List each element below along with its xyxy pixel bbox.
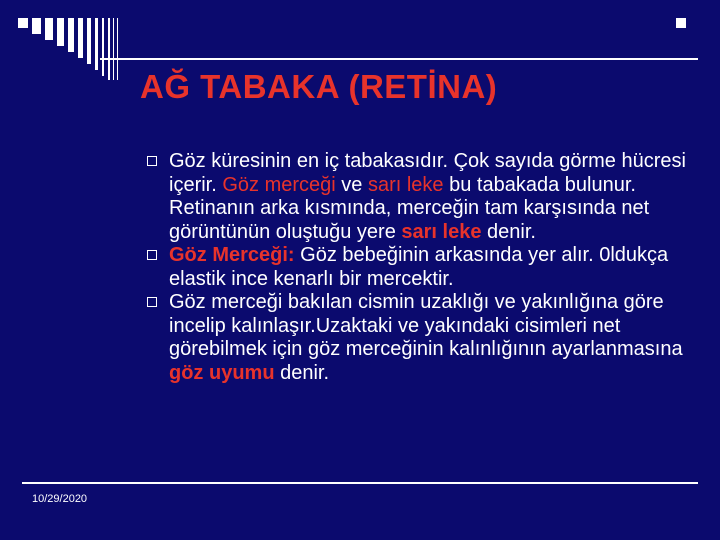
slide-date: 10/29/2020 [32, 493, 88, 505]
slide-title: AĞ TABAKA (RETİNA) [140, 68, 498, 105]
square-bullet-icon [147, 156, 157, 166]
square-bullet-icon [147, 250, 157, 260]
highlight-term: Göz merceği [222, 173, 336, 196]
highlight-term: sarı leke [367, 173, 444, 196]
bullet-item: Göz merceği bakılan cismin uzaklığı ve yakınlığına göre incelip kalınlaşır.Uzaktaki ve yakındaki cisimleri net görebilmek için göz merceğinin kalınlığının ayarlanmasına göz uyumu denir. [145, 291, 705, 385]
highlight-term: sarı leke [401, 220, 482, 243]
highlight-term: Göz Merceği: [169, 244, 295, 266]
footer-divider [22, 482, 698, 484]
bullet-item: Göz Merceği: Göz bebeğinin arkasında yer alır. 0ldukça elastik ince kenarlı bir mercektir. [145, 244, 705, 291]
highlight-term: göz uyumu [169, 361, 275, 384]
header-divider [100, 58, 698, 60]
bullet-item: Göz küresinin en iç tabakasıdır. Çok sayıda görme hücresi içerir. Göz merceği ve sarı leke bu tabakada bulunur. Retinanın arka kısmında, merceğin tam karşısında net görüntünün oluştuğu yere sarı leke denir. [145, 150, 705, 244]
bullet-list [145, 150, 705, 385]
square-bullet-icon [147, 297, 157, 307]
